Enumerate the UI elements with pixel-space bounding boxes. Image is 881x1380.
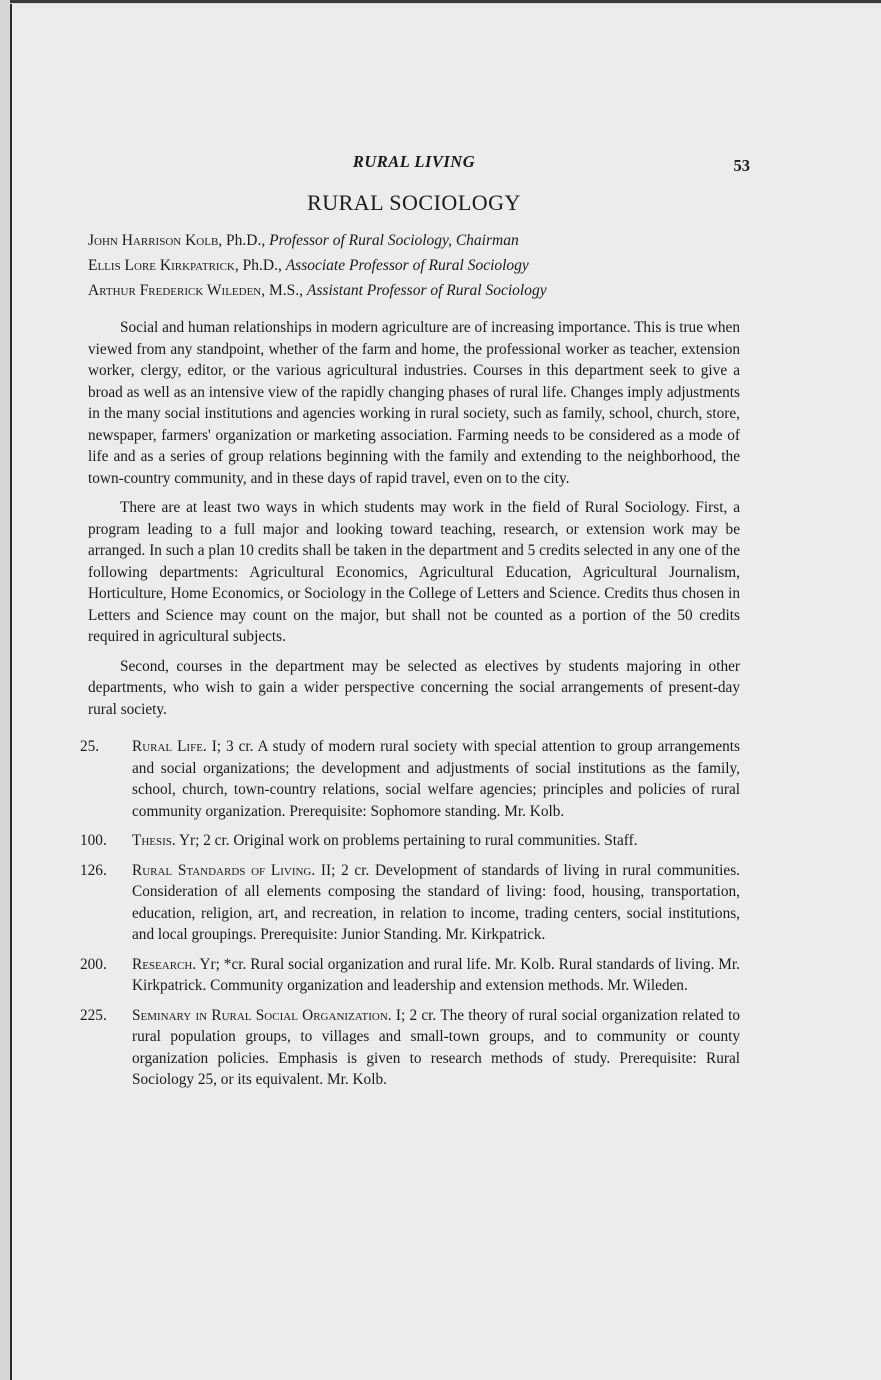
program-paragraph: There are at least two ways in which students may work in the field of Rural Sociology. First, a program leading to a full major and looking toward teaching, research, or extension work may be arranged. In such a plan 10 credits shall be taken in the department and 5 credits selected in any one of the following departments: Agricultural Economics, Agricultural Education, Agricultural Journalism, Horticulture, Home Economics, or Sociology in the College of Letters and Science. Credits thus chosen in Letters and Science may count on the major, but shall not be counted as a portion of the 50 credits required in agricultural subjects. <box>88 499 740 645</box>
course-title: Rural Life. <box>132 738 207 755</box>
page-number: 53 <box>733 156 750 175</box>
course-entry <box>80 954 740 997</box>
course-title: Research. <box>132 955 197 973</box>
faculty-name: John Harrison Kolb <box>88 232 219 249</box>
course-description: II; 2 cr. Development of standards of living in rural communities. Consideration of all elements composing the standard of living: food, housing, transportation, education, religion, art, and recreation, in relation to income, trading centers, social institutions, and local groupings. Prerequisite: Junior Standing. Mr. Kirkpatrick. <box>132 861 740 943</box>
course-entry <box>80 1005 740 1091</box>
faculty-title: Professor of Rural Sociology, Chairman <box>269 232 519 249</box>
course-entry <box>80 736 741 822</box>
faculty-title: Associate Professor of Rural Sociology <box>285 257 529 274</box>
course-number-text: 126. <box>80 861 107 879</box>
course-number <box>80 954 124 976</box>
course-number <box>80 860 124 882</box>
course-number-text: 200. <box>80 955 107 973</box>
faculty-degree: , M.S., <box>261 282 307 299</box>
faculty-entry <box>88 228 740 253</box>
page-content <box>80 150 750 1099</box>
course-title: Rural Standards of Living. <box>132 861 316 879</box>
course-entry <box>80 830 740 852</box>
running-title: RURAL LIVING <box>352 152 476 171</box>
faculty-title: Assistant Professor of Rural Sociology <box>306 282 547 299</box>
page-top-edge <box>10 0 881 3</box>
intro-paragraph: Social and human relationships in modern agriculture are of increasing importance. This is true when viewed from any standpoint, whether of the farm and home, the professional worker as teacher, extension worker, clergy, editor, or the various agricultural industries. Courses in this department seek to give a broad as well as an intensive view of the rapidly changing phases of rural life. Changes imply adjustments in the many social institutions and agencies working in rural society, such as family, school, church, store, newspaper, farmers' organization or marketing association. Farming needs to be considered as a mode of life and as a series of group relations beginning with the family and extending to the neighborhood, the town-country community, and in these days of rapid travel, even on to the city. <box>88 319 740 487</box>
faculty-list <box>88 228 740 303</box>
running-head <box>88 150 750 178</box>
faculty-entry <box>88 253 740 278</box>
faculty-name: Arthur Frederick Wileden <box>88 282 262 299</box>
course-description: I; 3 cr. A study of modern rural society with special attention to group arrangements and social organizations; the development and adjustments of social institutions as the family, school, church, town-country relations, social welfare agencies; principles and policies of rural community organization. Prerequisite: Sophomore standing. Mr. Kolb. <box>132 738 741 820</box>
electives-paragraph: Second, courses in the department may be selected as electives by students majoring in other departments, who wish to gain a wider perspective concerning the social arrangements of present-day rural society. <box>88 657 740 718</box>
course-description: Yr; *cr. Rural social organization and rural life. Mr. Kolb. Rural standards of living. Mr. Kirkpatrick. Community organization and leadership and extension methods. Mr. Wileden. <box>132 955 740 994</box>
course-title: Thesis. <box>132 832 176 849</box>
faculty-name: Ellis Lore Kirkpatrick <box>88 257 235 274</box>
course-description: I; 2 cr. The theory of rural social organization related to rural population groups, to villages and small-town groups, and to community or county organization policies. Emphasis is given to research methods of study. Prerequisite: Rural Sociology 25, or its equivalent. Mr. Kolb. <box>132 1006 740 1088</box>
course-number <box>80 1005 124 1027</box>
faculty-degree: , Ph.D., <box>218 232 270 249</box>
course-entry <box>80 860 740 946</box>
course-title: Seminary in Rural Social Organization. <box>132 1006 392 1024</box>
course-number <box>80 736 124 758</box>
faculty-entry <box>88 278 740 303</box>
course-number-text: 225. <box>80 1006 107 1024</box>
course-description: Yr; 2 cr. Original work on problems pertaining to rural communities. Staff. <box>175 832 638 849</box>
course-number <box>80 830 124 852</box>
course-number-text: 25. <box>80 738 100 755</box>
faculty-degree: , Ph.D., <box>234 257 286 274</box>
course-list <box>80 736 741 1091</box>
course-number-text: 100. <box>80 832 107 849</box>
section-title: RURAL SOCIOLOGY <box>307 190 521 215</box>
